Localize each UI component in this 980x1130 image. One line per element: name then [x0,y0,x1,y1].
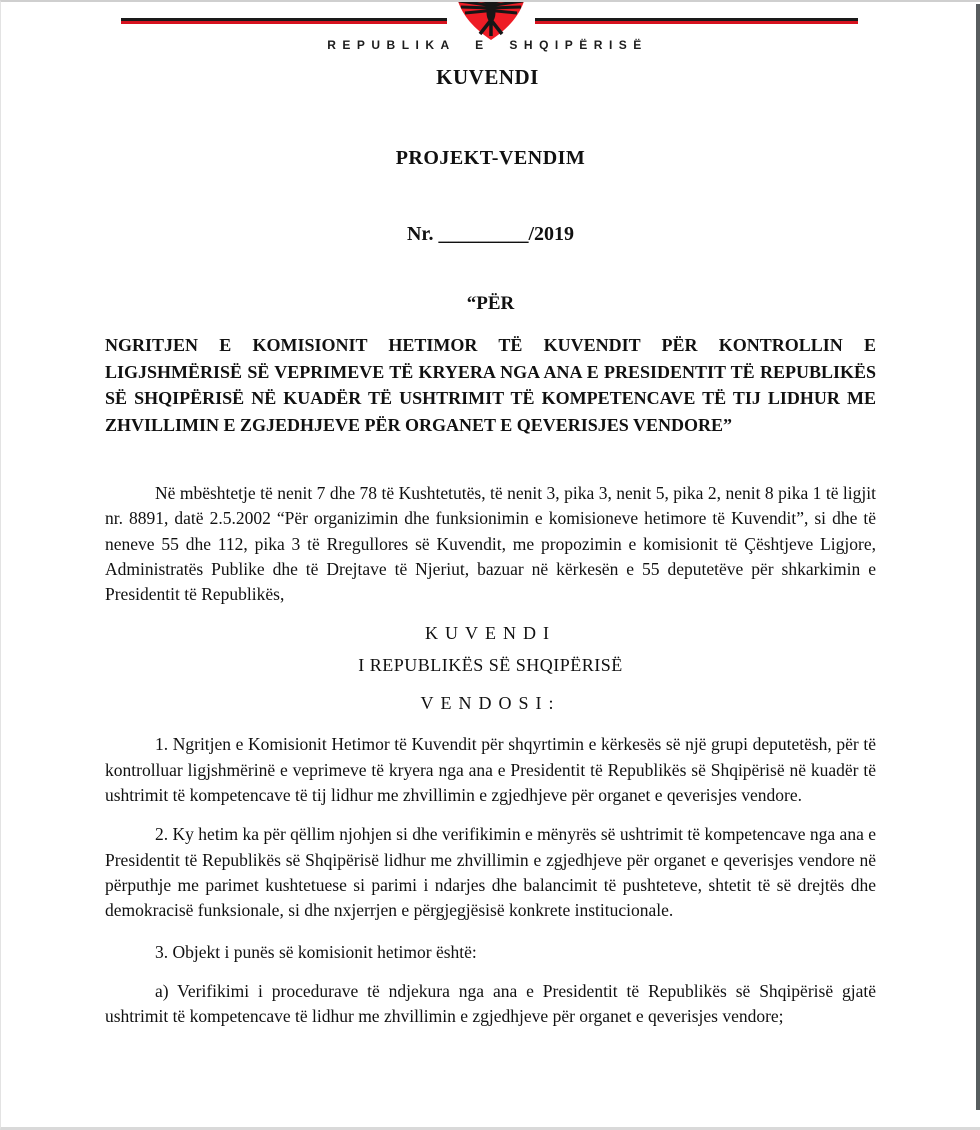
decision-item-2: 2. Ky hetim ka për qëllim njohjen si dhe verifikimin e mënyrës së ushtrimit të kompetencave nga ana e Presidentit të Republikës së Shqipërisë lidhur me zhvillimin e zgjedhjeve për organet e qeverisjes vendore në përputhje me parimet kushtetuese si parimi i ndarjes dhe balancimit të pushteteve, shtetit të së drejtës dhe demokracisë funksionale, si dhe nxjerrjen e përgjegjësisë konkrete institucionale. [105,824,876,921]
doc-type-heading: PROJEKT-VENDIM [395,147,586,169]
enacting-line-kuvendi: KUVENDI [425,623,556,644]
doc-title: NGRITJEN E KOMISIONIT HETIMOR TË KUVENDIT PËR KONTROLLIN E LIGJSHMËRISË SË VEPRIMEVE TË KRYERA NGA ANA E PRESIDENTIT TË REPUBLIKËS SË SHQIPËRISË NË KUADËR TË USHTRIMIT TË KOMPETENCAVE TË TIJ LIDHUR ME ZHVILLIMIN E ZGJEDHJEVE PËR ORGANET E QEVERISJES VENDORE” [105,335,876,435]
assembly-title: KUVENDI [436,65,539,89]
doc-number-line: Nr. _________/2019 [406,223,575,245]
enacting-line-republic: I REPUBLIKËS SË SHQIPËRISË [358,655,623,676]
document-body [1,2,980,1029]
decision-item-a: a) Verifikimi i procedurave të ndjekura nga ana e Presidentit të Republikës së Shqipërisë gjatë ushtrimit të kompetencave të lidhur me zhvillimin e zgjedhjeve për organet e qeverisjes vendore; [105,980,876,1027]
decision-item-1: 1. Ngritjen e Komisionit Hetimor të Kuvendit për shqyrtimin e kërkesës së një grupi deputetësh, për të kontrolluar ligjshmërinë e veprimeve të kryera nga ana e Presidentit të Republikës së Shqipërisë në kuadër të ushtrimit të kompetencave të tij lidhur me zhvillimin e zgjedhjeve për organet e qeverisjes vendore. [105,734,876,806]
page-right-edge [976,4,980,1110]
doc-title-quote-open: “PËR [466,293,515,314]
preamble-paragraph: Në mbështetje të nenit 7 dhe 78 të Kushtetutës, të nenit 3, pika 3, nenit 5, pika 2, nenit 8 pika 1 të ligjit nr. 8891, datë 2.5.2002 “Për organizimin dhe funksionimin e komisioneve hetimore të Kuvendit”, si dhe të neneve 55 dhe 112, pika 3 të Rregullores së Kuvendit, me propozimin e komisionit të Çështjeve Ligjore, Administratës Publike dhe të Drejtave të Njeriut, bazuar në kërkesën e 55 deputetëve për shkarkimin e Presidentit të Republikës, [105,483,876,605]
republic-title: REPUBLIKA E SHQIPËRISË [327,38,648,52]
decision-item-3: 3. Objekt i punës së komisionit hetimor është: [155,941,477,962]
enacting-line-vendosi: VENDOSI: [420,693,561,714]
